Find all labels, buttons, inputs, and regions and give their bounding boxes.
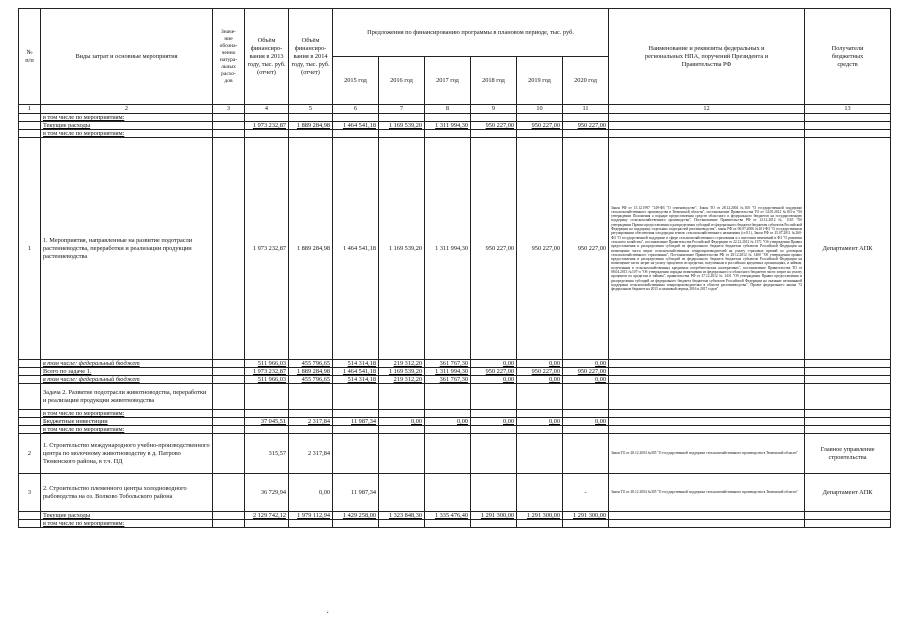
table-row-task-2 bbox=[19, 384, 891, 410]
table-row bbox=[19, 512, 891, 520]
value-cell: 0,00 bbox=[379, 418, 425, 426]
value-cell: 0,00 bbox=[517, 360, 563, 368]
value-cell: 950 227,00 bbox=[471, 122, 517, 130]
value-cell: 950 227,00 bbox=[471, 138, 517, 360]
header-recipients: Получатели бюджетных средств bbox=[805, 9, 891, 105]
value-cell: 1 169 539,20 bbox=[379, 368, 425, 376]
value-cell: 0,00 bbox=[563, 418, 609, 426]
row-label: в том числе по мероприятиям: bbox=[41, 130, 213, 138]
value-cell: 2 317,84 bbox=[289, 434, 333, 474]
value-cell: 1 291 300,00 bbox=[471, 512, 517, 520]
header-plan-group: Предложения по финансированию программы в плановом периоде, тыс. руб. bbox=[333, 9, 609, 57]
value-cell: 0,00 bbox=[425, 418, 471, 426]
row-label: 2. Строительство племенного центра холодноводного рыбоводства на оз. Волково Тобольского района bbox=[41, 474, 213, 512]
value-cell: 315,57 bbox=[245, 434, 289, 474]
value-cell: 950 227,00 bbox=[517, 138, 563, 360]
value-cell: 361 767,30 bbox=[425, 376, 471, 384]
recipient: Департамент АПК bbox=[805, 474, 891, 512]
col-number: 5 bbox=[289, 105, 333, 114]
table-row-event-1 bbox=[19, 138, 891, 360]
row-number: 1 bbox=[19, 138, 41, 360]
value-cell: 1 335 476,40 bbox=[425, 512, 471, 520]
value-cell: 1 169 539,20 bbox=[379, 122, 425, 130]
value-cell: 1 311 994,30 bbox=[425, 138, 471, 360]
col-number: 1 bbox=[19, 105, 41, 114]
recipient: Департамент АПК bbox=[805, 138, 891, 360]
header-year: 2020 год bbox=[563, 57, 609, 105]
value-cell: 1 973 232,87 bbox=[245, 138, 289, 360]
row-label: в том числе: федеральный бюджет bbox=[41, 360, 213, 368]
row-label: в том числе по мероприятиям: bbox=[41, 410, 213, 418]
dash-cell: - bbox=[563, 474, 609, 512]
value-cell: 219 312,20 bbox=[379, 360, 425, 368]
value-cell: 11 987,34 bbox=[333, 418, 379, 426]
table-row-event-3 bbox=[19, 474, 891, 512]
value-cell: 1 464 541,18 bbox=[333, 368, 379, 376]
table-row bbox=[19, 520, 891, 528]
value-cell: 1 889 284,98 bbox=[289, 138, 333, 360]
header-indicator: Значе- ние обозна- ченно натура- льных расхо- дов bbox=[213, 9, 245, 105]
header-2014: Объём финансиро- вания в 2014 году, тыс. руб. (отчет) bbox=[289, 9, 333, 105]
table-row-event-2 bbox=[19, 434, 891, 474]
col-number: 10 bbox=[517, 105, 563, 114]
value-cell: 0,00 bbox=[563, 376, 609, 384]
row-number: 2 bbox=[19, 434, 41, 474]
col-number: 12 bbox=[609, 105, 805, 114]
recipient: Главное управление строительства bbox=[805, 434, 891, 474]
row-label: в том числе по мероприятиям: bbox=[41, 114, 213, 122]
npa-text: Закон РФ от 15.12.1997 "149-ФЗ "О семеноводстве", Закон ТО от 28.12.2004 №305 "О государственной поддержке сельскохозяйственного производства в Тюменской области", постановление Правительства ТО от 14.05.2012 №163-п "Об утверждении Положения о порядке предоставления средств областного и федерального бюджетов на государственную поддержку сельскохозяйственного производства", Постановление Правительства РФ от 12.12.2012 № 1165 "Об утверждении Правил предоставления и распределения субсидий из федерального бюджета бюджетам субъектов Российской Федерации на поддержку отдельных подотраслей растениеводства", закон РФ от 06.07.2006 №101-ФЗ "О государственном регулировании обеспечения плодородия земель сельскохозяйственного назначения (ст.8.1), Закон РФ от 25.07.2011 №260-ФЗ "О государственной поддержке в сфере сельскохозяйственного страхования и о внесении изменений в ФЗ "О развитии сельского хозяйства", постановление Правительства Российской Федерации от 22.12.2012 № 1371 "Об утверждении Правил предоставления и распределения субсидий из федерального бюджета бюджетам субъектов Российской Федерации на возмещение части затрат сельскохозяйственных товаропроизводителей на уплату страховых премий по договорам сельскохозяйственного страхования", Постановление Правительства РФ от 28.12.2012 № 1460 "Об утверждении правил предоставления и распределения субсидий из федерального бюджета бюджетам субъектов Российской Федерации на возмещение части затрат на уплату процентов по кредитам, полученным в российских кредитных организациях, и займам, полученным в сельскохозяйственных кредитных потребительских кооперативах", постановление Правительства ТО от 08.04.2013 №107-п "Об утверждении порядка возмещения из федерального и областного бюджетов части затрат на уплату процентов по кредитам и займам", правительства РФ от 27.12.2012 № 1431 "Об утверждении Правил предоставления и распределения субсидий из федерального бюджета бюджетам субъектов Российской Федерации на оказание несвязанной поддержки сельскохозяйственным товаропроизводителям в области растениеводства", Проект федерального закона "О федеральном бюджете на 2015 и плановый период 2016 и 2017 годов" bbox=[609, 138, 805, 360]
header-npa: Наименование и реквизиты федеральных и региональных НПА, поручений Президента и Правительства РФ bbox=[609, 9, 805, 105]
value-cell: 1 889 284,98 bbox=[289, 368, 333, 376]
value-cell: 511 966,03 bbox=[245, 376, 289, 384]
table-row bbox=[19, 368, 891, 376]
value-cell: 37 045,51 bbox=[245, 418, 289, 426]
header-year: 2016 год bbox=[379, 57, 425, 105]
value-cell: 361 767,30 bbox=[425, 360, 471, 368]
table-row bbox=[19, 410, 891, 418]
value-cell: 950 227,00 bbox=[563, 138, 609, 360]
header-row bbox=[19, 9, 891, 57]
col-number: 13 bbox=[805, 105, 891, 114]
header-year: 2018 год bbox=[471, 57, 517, 105]
value-cell: 2 317,84 bbox=[289, 418, 333, 426]
value-cell: 11 987,34 bbox=[333, 474, 379, 512]
value-cell: 1 429 258,00 bbox=[333, 512, 379, 520]
value-cell: 1 311 994,30 bbox=[425, 368, 471, 376]
header-year: 2017 год bbox=[425, 57, 471, 105]
row-label: Бюджетные инвестиции bbox=[41, 418, 213, 426]
table-row bbox=[19, 418, 891, 426]
row-label: в том числе: федеральный бюджет bbox=[41, 376, 213, 384]
value-cell: 1 169 539,20 bbox=[379, 138, 425, 360]
value-cell: 950 227,00 bbox=[563, 368, 609, 376]
value-cell: 0,00 bbox=[289, 474, 333, 512]
row-number: 3 bbox=[19, 474, 41, 512]
value-cell: 0,00 bbox=[517, 418, 563, 426]
value-cell: 514 314,18 bbox=[333, 376, 379, 384]
value-cell: 455 796,65 bbox=[289, 360, 333, 368]
col-number: 2 bbox=[41, 105, 213, 114]
value-cell: 1 973 232,87 bbox=[245, 368, 289, 376]
row-label: Задача 2. Развитие подотрасли животноводства, переработки и реализации продукции животноводства bbox=[41, 384, 213, 410]
table-row bbox=[19, 114, 891, 122]
value-cell: 511 966,03 bbox=[245, 360, 289, 368]
value-cell: 1 323 848,30 bbox=[379, 512, 425, 520]
scan-mark: · bbox=[326, 608, 330, 619]
header-name: Виды затрат и основные мероприятия bbox=[41, 9, 213, 105]
row-label: 1. Строительство международного учебно-производственного центра по молочному животноводству в д. Патрово Тюменского района, в т.ч. ПД bbox=[41, 434, 213, 474]
col-number: 11 bbox=[563, 105, 609, 114]
col-number: 6 bbox=[333, 105, 379, 114]
row-label: 1. Мероприятия, направленные на развитие подотрасли растениеводства, переработки и реализации продукции растениеводства bbox=[41, 138, 213, 360]
header-year: 2019 год bbox=[517, 57, 563, 105]
col-number: 9 bbox=[471, 105, 517, 114]
column-numbers-row bbox=[19, 105, 891, 114]
col-number: 3 bbox=[213, 105, 245, 114]
row-label: Всего по задаче 1. bbox=[41, 368, 213, 376]
npa-text: Закон ТО от 28.12.2004 №305 "О государственной поддержке сельскохозяйственного производства в Тюменской области" bbox=[609, 434, 805, 474]
value-cell: 1 291 300,00 bbox=[563, 512, 609, 520]
value-cell: 1 979 112,94 bbox=[289, 512, 333, 520]
header-year: 2015 год bbox=[333, 57, 379, 105]
npa-text: Закон ТО от 28.12.2004 №305 "О государственной поддержке сельскохозяйственного производства в Тюменской области" bbox=[609, 474, 805, 512]
value-cell: 455 796,65 bbox=[289, 376, 333, 384]
value-cell: 0,00 bbox=[517, 376, 563, 384]
value-cell: 514 314,18 bbox=[333, 360, 379, 368]
row-label: Текущие расходы bbox=[41, 512, 213, 520]
table-row bbox=[19, 426, 891, 434]
value-cell: 950 227,00 bbox=[517, 368, 563, 376]
value-cell: 950 227,00 bbox=[517, 122, 563, 130]
value-cell: 1 291 300,00 bbox=[517, 512, 563, 520]
col-number: 7 bbox=[379, 105, 425, 114]
table-row bbox=[19, 130, 891, 138]
value-cell: 36 729,94 bbox=[245, 474, 289, 512]
value-cell: 0,00 bbox=[471, 418, 517, 426]
value-cell: 950 227,00 bbox=[471, 368, 517, 376]
header-num: № п/п bbox=[19, 9, 41, 105]
financing-table bbox=[18, 8, 891, 528]
value-cell: 219 312,20 bbox=[379, 376, 425, 384]
row-label: Текущие расходы bbox=[41, 122, 213, 130]
value-cell: 1 889 284,98 bbox=[289, 122, 333, 130]
value-cell: 0,00 bbox=[471, 360, 517, 368]
value-cell: 1 464 541,18 bbox=[333, 138, 379, 360]
value-cell: 950 227,00 bbox=[563, 122, 609, 130]
value-cell: 0,00 bbox=[471, 376, 517, 384]
header-2013: Объём финансиро- вания в 2013 году, тыс. руб. (отчет) bbox=[245, 9, 289, 105]
document-sheet bbox=[18, 8, 890, 528]
value-cell: 1 973 232,87 bbox=[245, 122, 289, 130]
col-number: 4 bbox=[245, 105, 289, 114]
col-number: 8 bbox=[425, 105, 471, 114]
table-row bbox=[19, 360, 891, 368]
table-row bbox=[19, 122, 891, 130]
row-label: в том числе по мероприятиям: bbox=[41, 520, 213, 528]
value-cell: 2 129 742,12 bbox=[245, 512, 289, 520]
value-cell: 1 311 994,30 bbox=[425, 122, 471, 130]
row-label: в том числе по мероприятиям: bbox=[41, 426, 213, 434]
value-cell: 1 464 541,18 bbox=[333, 122, 379, 130]
table-row bbox=[19, 376, 891, 384]
value-cell: 0,00 bbox=[563, 360, 609, 368]
